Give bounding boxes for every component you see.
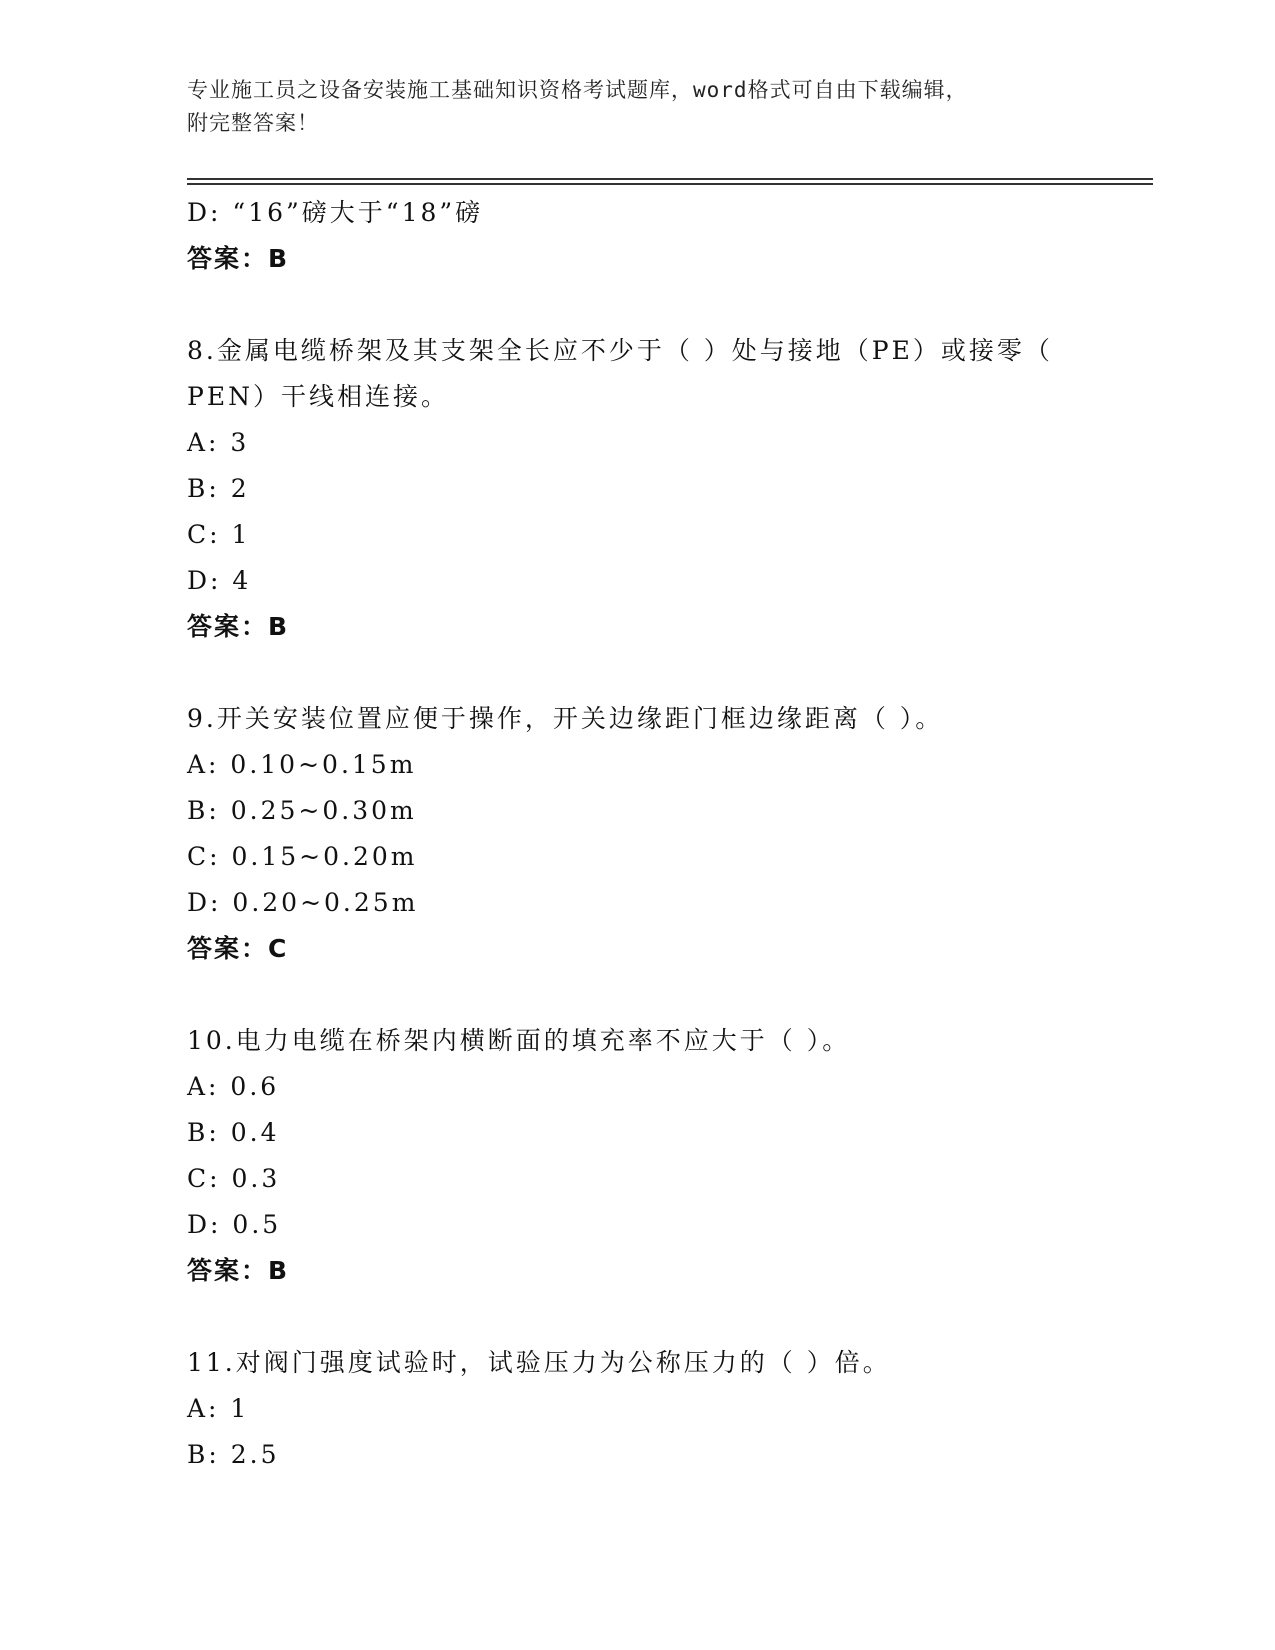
question-8 <box>187 328 1127 650</box>
answer: 答案：B <box>187 612 290 641</box>
prev-answer: 答案：B <box>187 244 290 273</box>
answer: 答案：B <box>187 1256 290 1285</box>
spacer <box>187 972 1127 1018</box>
header-divider-bottom <box>187 183 1153 185</box>
option-a: A: 1 <box>187 1394 250 1423</box>
option-a: A: 0.10~0.15m <box>187 750 417 779</box>
option-d: D: 0.5 <box>187 1210 282 1239</box>
option-b: B: 2 <box>187 474 250 503</box>
document-header <box>187 74 1087 140</box>
option-c: C: 1 <box>187 520 251 549</box>
header-line-1: 专业施工员之设备安装施工基础知识资格考试题库，word格式可自由下载编辑， <box>187 78 968 102</box>
question-stem: 8.金属电缆桥架及其支架全长应不少于（ ）处与接地（PE）或接零（ <box>187 336 1053 365</box>
spacer <box>187 650 1127 696</box>
answer: 答案：C <box>187 934 289 963</box>
question-9 <box>187 696 1127 972</box>
prev-option-d: D: “16”磅大于“18”磅 <box>187 198 484 227</box>
option-a: A: 0.6 <box>187 1072 280 1101</box>
option-c: C: 0.3 <box>187 1164 281 1193</box>
spacer <box>187 1294 1127 1340</box>
header-divider-top <box>187 178 1153 180</box>
question-11 <box>187 1340 1127 1478</box>
question-stem: 9.开关安装位置应便于操作，开关边缘距门框边缘距离（ ）。 <box>187 704 944 733</box>
spacer <box>187 282 1127 328</box>
option-b: B: 0.25~0.30m <box>187 796 417 825</box>
question-10 <box>187 1018 1127 1294</box>
question-content <box>187 190 1127 1478</box>
option-b: B: 2.5 <box>187 1440 280 1469</box>
question-stem: 11.对阀门强度试验时，试验压力为公称压力的（ ）倍。 <box>187 1348 891 1377</box>
option-d: D: 4 <box>187 566 252 595</box>
header-line-2: 附完整答案！ <box>187 111 319 135</box>
option-c: C: 0.15~0.20m <box>187 842 418 871</box>
question-stem: PEN）干线相连接。 <box>187 382 449 411</box>
question-stem: 10.电力电缆在桥架内横断面的填充率不应大于（ ）。 <box>187 1026 851 1055</box>
option-d: D: 0.20~0.25m <box>187 888 419 917</box>
option-a: A: 3 <box>187 428 250 457</box>
option-b: B: 0.4 <box>187 1118 280 1147</box>
